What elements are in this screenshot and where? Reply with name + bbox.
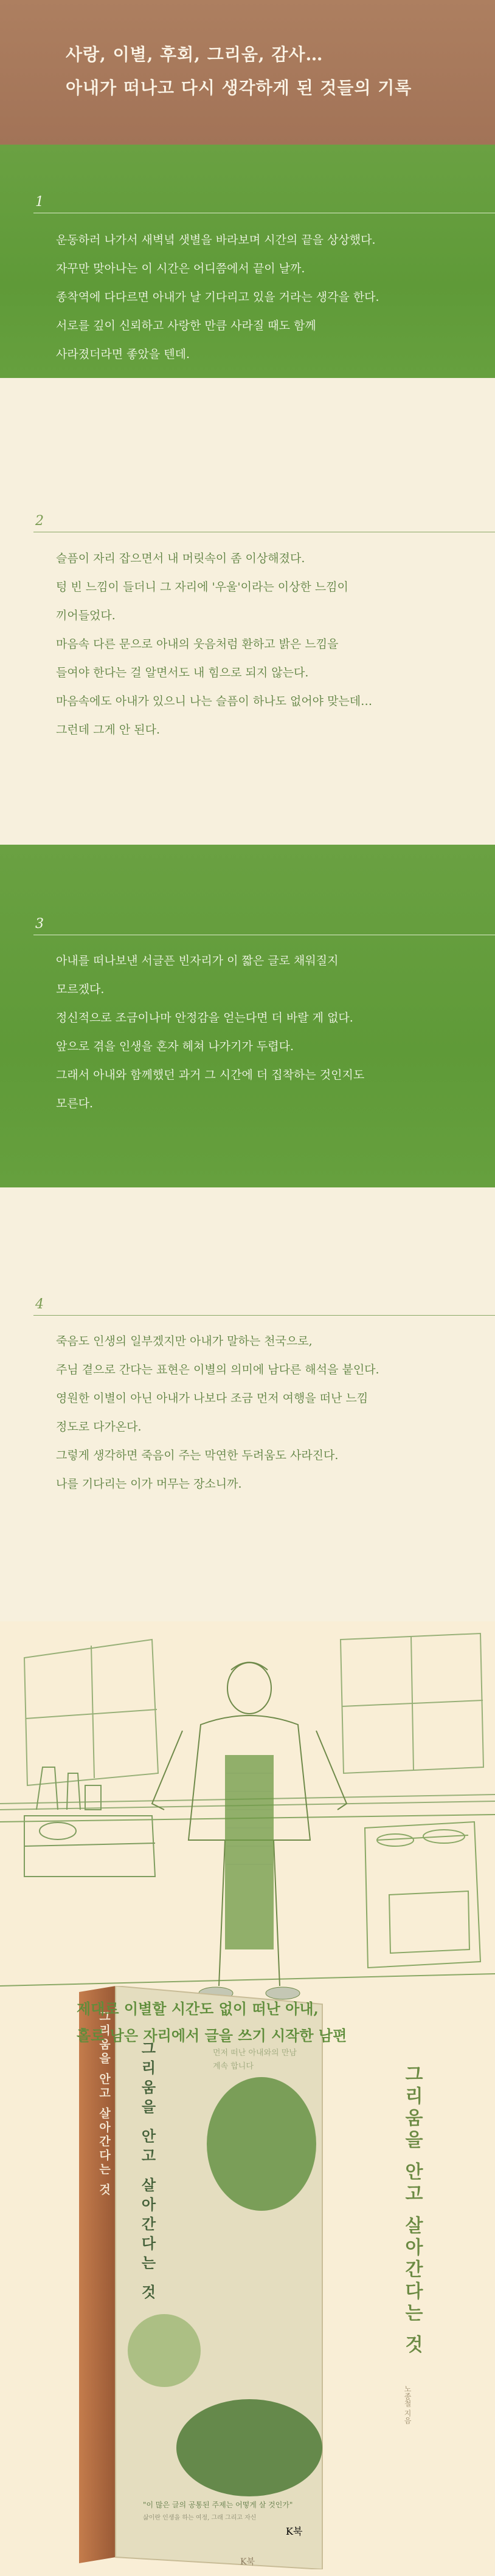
cover-title-area [137,2041,161,2466]
text-line: 앞으로 겪을 인생을 혼자 헤쳐 나가기가 두렵다. [56,1040,294,1053]
spine-area [96,2010,130,2509]
section-number: 1 [35,194,44,210]
text-line: 자꾸만 맞아나는 이 시간은 어디쯤에서 끝이 날까. [56,262,305,275]
text-line: 모른다. [56,1097,94,1110]
section-number: 3 [35,916,44,932]
section-3 [0,845,495,1187]
cover-title: 그리움을 안고 살아간다는 것 [139,2041,156,2304]
cover-tagline: 먼저 떠난 아내와의 만남 계속 합니다 [213,2049,297,2071]
section-number: 2 [35,513,44,529]
text-line: 영원한 이별이 아닌 아내가 나보다 조금 먼저 여행을 떠난 느낌 [56,1392,369,1405]
text-line: 종착역에 다다르면 아내가 날 기다리고 있을 거라는 생각을 한다. [56,290,379,304]
text-line: 나를 기다리는 이가 머무는 장소니까. [56,1477,242,1491]
section-4 [0,1187,495,1621]
spine-title: 그리움을 안고 살아간다는 것 [97,2010,111,2197]
text-line: 주님 곁으로 간다는 표현은 이별의 의미에 남다른 해석을 붙인다. [56,1363,379,1376]
text-line: 그렇게 생각하면 죽음이 주는 막연한 두려움도 사라진다. [56,1449,339,1462]
section-1 [0,145,495,378]
text-line: 마음속 다른 문으로 아내의 웃음처럼 환하고 밝은 느낌을 [56,637,339,651]
text-line: 들여야 한다는 걸 알면서도 내 힘으로 되지 않는다. [56,666,309,679]
section-2 [0,378,495,845]
text-line: 모르겠다. [56,983,105,996]
text-line: 끼어들었다. [56,609,116,622]
cover-quote: "이 많은 글의 공통된 주제는 어떻게 살 것인가" 삶이란 인생을 하는 여정, 그래 그리고 자신 [143,2501,293,2521]
text-line: 그런데 그게 안 된다. [56,723,160,737]
section-body [56,226,482,369]
text-line: 텅 빈 느낌이 들더니 그 자리에 '우울'이라는 이상한 느낌이 [56,580,348,594]
promo-line-1: 제대로 이별할 시간도 없이 떠난 아내, [77,2000,319,2018]
text-line: 슬픔이 자리 잡으면서 내 머릿속이 좀 이상해졌다. [56,552,305,565]
cover-publisher: K북 [286,2526,303,2537]
text-line: 정신적으로 조금이나마 안정감을 얻는다면 더 바랄 게 없다. [56,1011,353,1025]
section-divider [33,1315,495,1316]
text-line: 운동하러 나가서 새벽녘 샛별을 바라보며 시간의 끝을 상상했다. [56,233,376,247]
text-line: 정도로 다가온다. [56,1420,142,1434]
text-line: 마음속에도 아내가 있으니 나는 슬픔이 하나도 없어야 맞는데… [56,695,373,708]
section-body [56,544,482,744]
section-body [56,1327,482,1499]
apron-shape [225,1755,274,1949]
promo-line-2: 홀로 남은 자리에서 글을 쓰기 시작한 남편 [77,2027,347,2044]
text-line: 그래서 아내와 함께했던 과거 그 시간에 더 집착하는 것인지도 [56,1068,365,1082]
book-title-vertical: 그리움을 안고 살아간다는 것 [401,2064,423,2357]
header-banner [0,0,495,145]
header-line-1: 사랑, 이별, 후회, 그리움, 감사… [66,44,324,64]
text-line: 사라졌더라면 좋았을 텐데. [56,348,190,361]
section-number: 4 [35,1297,44,1312]
publisher-logo: K북 [240,2557,255,2567]
text-line: 서로를 깊이 신뢰하고 사랑한 만큼 사라질 때도 함께 [56,319,316,332]
section-body [56,947,482,1118]
text-line: 아내를 떠나보낸 서글픈 빈자리가 이 짧은 글로 채워질지 [56,954,339,967]
header-line-2: 아내가 떠나고 다시 생각하게 된 것들의 기록 [66,78,412,98]
author-name: 노종철 지음 [403,2385,412,2424]
text-line: 죽음도 인생의 일부겠지만 아내가 말하는 천국으로, [56,1334,313,1348]
